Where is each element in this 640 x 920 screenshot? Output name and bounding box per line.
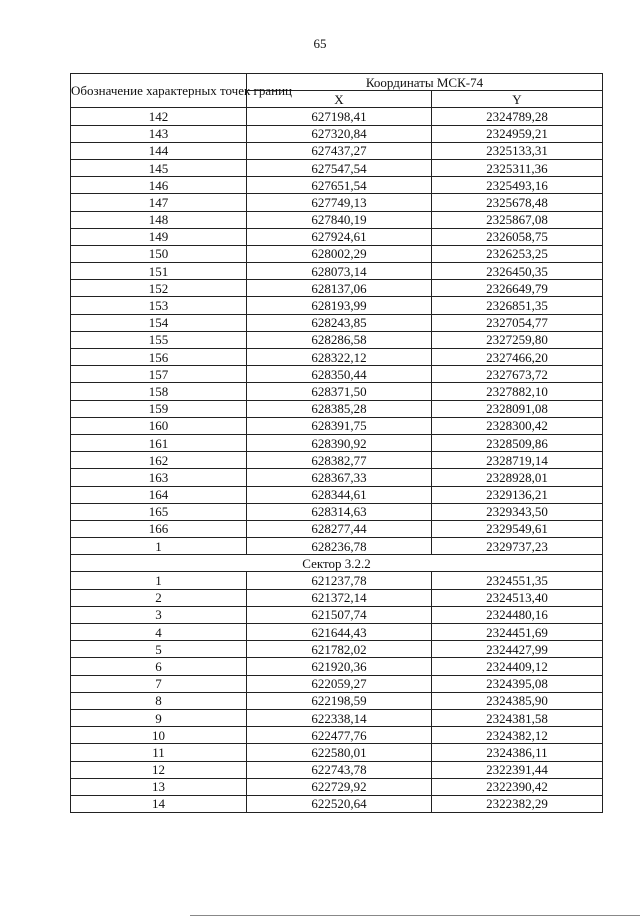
x-coordinate-cell: 628350,44 bbox=[247, 366, 432, 383]
y-coordinate-cell: 2328719,14 bbox=[432, 452, 603, 469]
x-coordinate-cell: 628193,99 bbox=[247, 297, 432, 314]
point-id-cell: 153 bbox=[71, 297, 247, 314]
point-id-cell: 5 bbox=[71, 641, 247, 658]
x-coordinate-cell: 628277,44 bbox=[247, 520, 432, 537]
point-id-cell: 158 bbox=[71, 383, 247, 400]
table-row bbox=[71, 778, 603, 795]
y-coordinate-cell: 2325133,31 bbox=[432, 142, 603, 159]
header-points: Обозначение характерных точек границ bbox=[71, 74, 247, 108]
x-coordinate-cell: 627320,84 bbox=[247, 125, 432, 142]
x-coordinate-cell: 627840,19 bbox=[247, 211, 432, 228]
table-row bbox=[71, 572, 603, 589]
table-row bbox=[71, 624, 603, 641]
table-row bbox=[71, 520, 603, 537]
y-coordinate-cell: 2324385,90 bbox=[432, 692, 603, 709]
point-id-cell: 151 bbox=[71, 263, 247, 280]
y-coordinate-cell: 2322391,44 bbox=[432, 761, 603, 778]
point-id-cell: 152 bbox=[71, 280, 247, 297]
x-coordinate-cell: 628286,58 bbox=[247, 331, 432, 348]
header-y: Y bbox=[432, 91, 603, 108]
y-coordinate-cell: 2327882,10 bbox=[432, 383, 603, 400]
table-row bbox=[71, 709, 603, 726]
y-coordinate-cell: 2327054,77 bbox=[432, 314, 603, 331]
y-coordinate-cell: 2324381,58 bbox=[432, 709, 603, 726]
point-id-cell: 154 bbox=[71, 314, 247, 331]
y-coordinate-cell: 2324382,12 bbox=[432, 727, 603, 744]
table-row bbox=[71, 211, 603, 228]
section-title: Сектор 3.2.2 bbox=[71, 555, 603, 572]
y-coordinate-cell: 2322390,42 bbox=[432, 778, 603, 795]
y-coordinate-cell: 2326851,35 bbox=[432, 297, 603, 314]
table-row bbox=[71, 452, 603, 469]
table-row bbox=[71, 245, 603, 262]
point-id-cell: 165 bbox=[71, 503, 247, 520]
point-id-cell: 4 bbox=[71, 624, 247, 641]
y-coordinate-cell: 2325867,08 bbox=[432, 211, 603, 228]
x-coordinate-cell: 628385,28 bbox=[247, 400, 432, 417]
table-row bbox=[71, 263, 603, 280]
table-row bbox=[71, 366, 603, 383]
table-row bbox=[71, 177, 603, 194]
x-coordinate-cell: 628382,77 bbox=[247, 452, 432, 469]
point-id-cell: 9 bbox=[71, 709, 247, 726]
table-row bbox=[71, 383, 603, 400]
table-row bbox=[71, 658, 603, 675]
table-row bbox=[71, 675, 603, 692]
table-row bbox=[71, 159, 603, 176]
x-coordinate-cell: 627437,27 bbox=[247, 142, 432, 159]
table-row bbox=[71, 349, 603, 366]
table-row bbox=[71, 400, 603, 417]
x-coordinate-cell: 628344,61 bbox=[247, 486, 432, 503]
point-id-cell: 160 bbox=[71, 417, 247, 434]
y-coordinate-cell: 2328091,08 bbox=[432, 400, 603, 417]
point-id-cell: 10 bbox=[71, 727, 247, 744]
x-coordinate-cell: 622059,27 bbox=[247, 675, 432, 692]
point-id-cell: 13 bbox=[71, 778, 247, 795]
point-id-cell: 14 bbox=[71, 795, 247, 812]
x-coordinate-cell: 628073,14 bbox=[247, 263, 432, 280]
y-coordinate-cell: 2326058,75 bbox=[432, 228, 603, 245]
y-coordinate-cell: 2329136,21 bbox=[432, 486, 603, 503]
point-id-cell: 157 bbox=[71, 366, 247, 383]
table-row bbox=[71, 142, 603, 159]
y-coordinate-cell: 2325493,16 bbox=[432, 177, 603, 194]
y-coordinate-cell: 2329343,50 bbox=[432, 503, 603, 520]
table-row bbox=[71, 297, 603, 314]
point-id-cell: 142 bbox=[71, 108, 247, 125]
point-id-cell: 166 bbox=[71, 520, 247, 537]
point-id-cell: 164 bbox=[71, 486, 247, 503]
x-coordinate-cell: 628391,75 bbox=[247, 417, 432, 434]
table-row bbox=[71, 417, 603, 434]
table-row bbox=[71, 314, 603, 331]
y-coordinate-cell: 2329549,61 bbox=[432, 520, 603, 537]
y-coordinate-cell: 2326649,79 bbox=[432, 280, 603, 297]
x-coordinate-cell: 627547,54 bbox=[247, 159, 432, 176]
bottom-edge-line bbox=[190, 915, 640, 916]
y-coordinate-cell: 2327259,80 bbox=[432, 331, 603, 348]
x-coordinate-cell: 627198,41 bbox=[247, 108, 432, 125]
point-id-cell: 146 bbox=[71, 177, 247, 194]
x-coordinate-cell: 628367,33 bbox=[247, 469, 432, 486]
point-id-cell: 1 bbox=[71, 572, 247, 589]
y-coordinate-cell: 2324959,21 bbox=[432, 125, 603, 142]
table-row bbox=[71, 589, 603, 606]
x-coordinate-cell: 621920,36 bbox=[247, 658, 432, 675]
table-row bbox=[71, 606, 603, 623]
y-coordinate-cell: 2324513,40 bbox=[432, 589, 603, 606]
table-row bbox=[71, 469, 603, 486]
point-id-cell: 155 bbox=[71, 331, 247, 348]
x-coordinate-cell: 628243,85 bbox=[247, 314, 432, 331]
point-id-cell: 162 bbox=[71, 452, 247, 469]
point-id-cell: 6 bbox=[71, 658, 247, 675]
point-id-cell: 148 bbox=[71, 211, 247, 228]
y-coordinate-cell: 2324409,12 bbox=[432, 658, 603, 675]
y-coordinate-cell: 2326450,35 bbox=[432, 263, 603, 280]
point-id-cell: 8 bbox=[71, 692, 247, 709]
y-coordinate-cell: 2328928,01 bbox=[432, 469, 603, 486]
page-number: 65 bbox=[313, 36, 327, 51]
x-coordinate-cell: 621782,02 bbox=[247, 641, 432, 658]
y-coordinate-cell: 2324789,28 bbox=[432, 108, 603, 125]
table-row bbox=[71, 692, 603, 709]
y-coordinate-cell: 2328509,86 bbox=[432, 434, 603, 451]
x-coordinate-cell: 622729,92 bbox=[247, 778, 432, 795]
y-coordinate-cell: 2326253,25 bbox=[432, 245, 603, 262]
point-id-cell: 12 bbox=[71, 761, 247, 778]
table-row bbox=[71, 503, 603, 520]
x-coordinate-cell: 628314,63 bbox=[247, 503, 432, 520]
x-coordinate-cell: 628390,92 bbox=[247, 434, 432, 451]
point-id-cell: 163 bbox=[71, 469, 247, 486]
x-coordinate-cell: 622743,78 bbox=[247, 761, 432, 778]
point-id-cell: 149 bbox=[71, 228, 247, 245]
table-row bbox=[71, 434, 603, 451]
point-id-cell: 2 bbox=[71, 589, 247, 606]
table-row bbox=[71, 795, 603, 812]
point-id-cell: 1 bbox=[71, 538, 247, 555]
y-coordinate-cell: 2325311,36 bbox=[432, 159, 603, 176]
table-row bbox=[71, 125, 603, 142]
table-row bbox=[71, 108, 603, 125]
table-header bbox=[71, 74, 603, 108]
y-coordinate-cell: 2324551,35 bbox=[432, 572, 603, 589]
x-coordinate-cell: 628236,78 bbox=[247, 538, 432, 555]
table-row bbox=[71, 228, 603, 245]
x-coordinate-cell: 622520,64 bbox=[247, 795, 432, 812]
x-coordinate-cell: 628371,50 bbox=[247, 383, 432, 400]
x-coordinate-cell: 621372,14 bbox=[247, 589, 432, 606]
x-coordinate-cell: 622338,14 bbox=[247, 709, 432, 726]
point-id-cell: 11 bbox=[71, 744, 247, 761]
point-id-cell: 161 bbox=[71, 434, 247, 451]
x-coordinate-cell: 621507,74 bbox=[247, 606, 432, 623]
x-coordinate-cell: 622580,01 bbox=[247, 744, 432, 761]
x-coordinate-cell: 628322,12 bbox=[247, 349, 432, 366]
table-row bbox=[71, 538, 603, 555]
table-row bbox=[71, 194, 603, 211]
x-coordinate-cell: 628137,06 bbox=[247, 280, 432, 297]
y-coordinate-cell: 2322382,29 bbox=[432, 795, 603, 812]
x-coordinate-cell: 622198,59 bbox=[247, 692, 432, 709]
y-coordinate-cell: 2329737,23 bbox=[432, 538, 603, 555]
x-coordinate-cell: 622477,76 bbox=[247, 727, 432, 744]
y-coordinate-cell: 2324451,69 bbox=[432, 624, 603, 641]
header-coordinates: Координаты МСК-74 bbox=[247, 74, 603, 91]
y-coordinate-cell: 2328300,42 bbox=[432, 417, 603, 434]
x-coordinate-cell: 627924,61 bbox=[247, 228, 432, 245]
point-id-cell: 156 bbox=[71, 349, 247, 366]
table-row bbox=[71, 331, 603, 348]
x-coordinate-cell: 627749,13 bbox=[247, 194, 432, 211]
coordinates-table bbox=[70, 73, 603, 813]
table-row bbox=[71, 280, 603, 297]
y-coordinate-cell: 2327466,20 bbox=[432, 349, 603, 366]
y-coordinate-cell: 2324395,08 bbox=[432, 675, 603, 692]
table-row bbox=[71, 744, 603, 761]
table-row bbox=[71, 486, 603, 503]
y-coordinate-cell: 2324427,99 bbox=[432, 641, 603, 658]
table-row bbox=[71, 761, 603, 778]
point-id-cell: 145 bbox=[71, 159, 247, 176]
section-row bbox=[71, 555, 603, 572]
point-id-cell: 3 bbox=[71, 606, 247, 623]
point-id-cell: 144 bbox=[71, 142, 247, 159]
x-coordinate-cell: 621237,78 bbox=[247, 572, 432, 589]
x-coordinate-cell: 621644,43 bbox=[247, 624, 432, 641]
point-id-cell: 7 bbox=[71, 675, 247, 692]
y-coordinate-cell: 2327673,72 bbox=[432, 366, 603, 383]
point-id-cell: 147 bbox=[71, 194, 247, 211]
point-id-cell: 159 bbox=[71, 400, 247, 417]
y-coordinate-cell: 2324386,11 bbox=[432, 744, 603, 761]
y-coordinate-cell: 2325678,48 bbox=[432, 194, 603, 211]
table-row bbox=[71, 641, 603, 658]
header-row-top bbox=[71, 74, 603, 91]
point-id-cell: 143 bbox=[71, 125, 247, 142]
table-row bbox=[71, 727, 603, 744]
point-id-cell: 150 bbox=[71, 245, 247, 262]
x-coordinate-cell: 628002,29 bbox=[247, 245, 432, 262]
y-coordinate-cell: 2324480,16 bbox=[432, 606, 603, 623]
x-coordinate-cell: 627651,54 bbox=[247, 177, 432, 194]
table-body bbox=[71, 108, 603, 813]
header-x: X bbox=[247, 91, 432, 108]
